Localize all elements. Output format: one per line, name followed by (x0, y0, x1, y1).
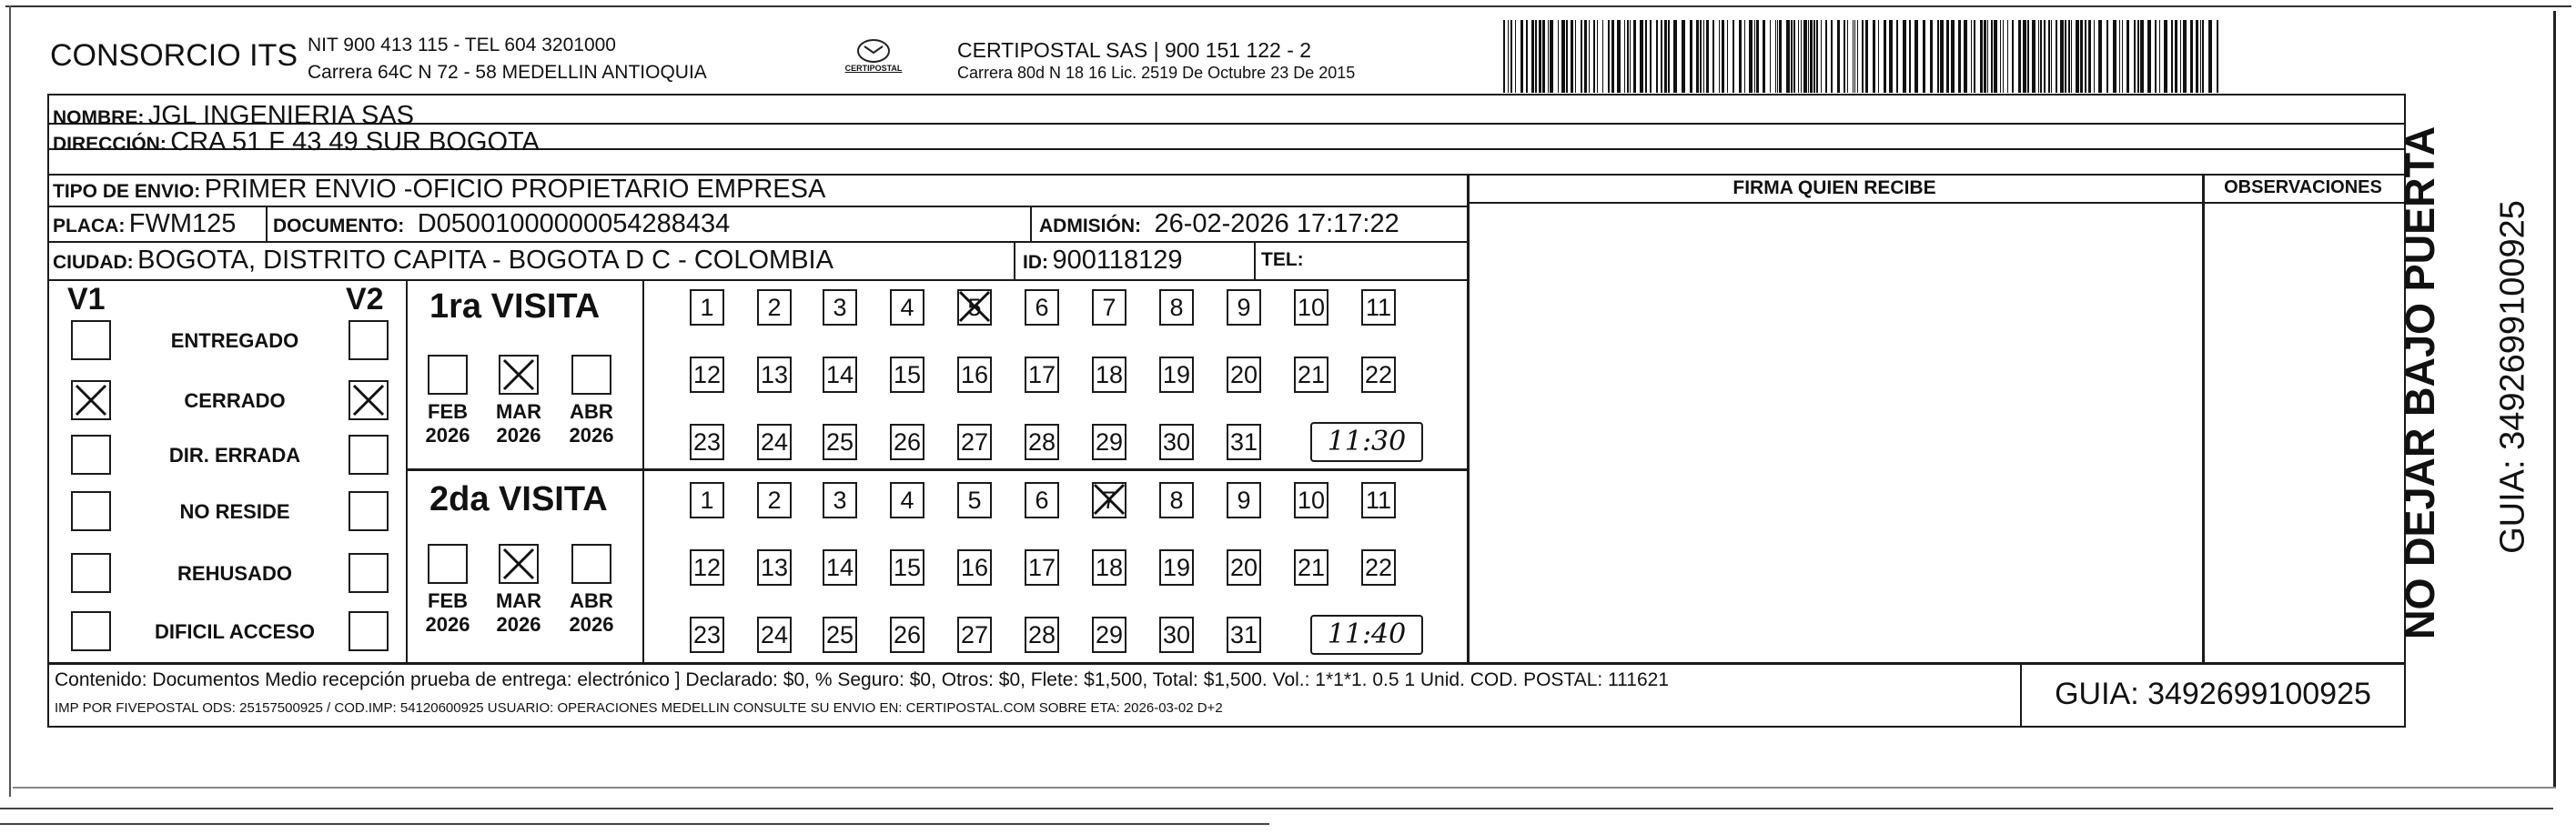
imp-text: IMP POR FIVEPOSTAL ODS: 25157500925 / COD.IMP: 54120600925 USUARIO: OPERACIONES MEDELLIN CONSULTE SU ENVIO EN: CERTIPOSTAL.COM SOBRE ETA: 2026-03-02 D+2 (55, 700, 1223, 716)
status-option-label: DIFICIL ACCESO (154, 620, 315, 643)
day-box[interactable]: 28 (1025, 424, 1059, 460)
barcode-bar (2126, 20, 2129, 93)
day-box[interactable]: 3 (823, 289, 857, 326)
barcode-bar (1520, 20, 1523, 93)
barcode-bar (1696, 20, 1699, 93)
day-box[interactable]: 16 (957, 549, 992, 586)
day-box[interactable]: 9 (1227, 482, 1261, 518)
v1-checkbox[interactable] (71, 320, 111, 360)
second-visit-title: 2da VISITA (429, 480, 608, 518)
barcode-bar (1884, 20, 1886, 93)
barcode-bar (2171, 20, 2173, 93)
day-box[interactable]: 15 (890, 549, 924, 586)
day-box[interactable]: 5 (957, 482, 992, 518)
nombre-label: NOMBRE: (53, 107, 145, 128)
day-box[interactable]: 28 (1025, 617, 1059, 653)
barcode-bar (1531, 20, 1534, 93)
barcode-bar (1980, 20, 1983, 93)
day-box[interactable]: 16 (957, 357, 992, 393)
barcode-bar (1739, 20, 1742, 93)
v2-checkbox[interactable] (349, 611, 389, 651)
barcode-bar (1673, 20, 1677, 93)
barcode-bar (1770, 20, 1771, 93)
logo-text: CERTIPOSTAL (844, 64, 903, 73)
v1-checkbox[interactable] (71, 380, 111, 420)
barcode-bar (1602, 20, 1603, 93)
barcode-bar (1624, 20, 1625, 93)
barcode-bar (1865, 20, 1868, 93)
day-box[interactable]: 25 (823, 424, 857, 460)
barcode-bar (2048, 20, 2050, 93)
barcode-bar (1682, 20, 1685, 93)
barcode-bar (1558, 20, 1559, 93)
month-checkbox[interactable] (499, 355, 539, 395)
day-box[interactable]: 17 (1025, 357, 1059, 393)
barcode-bar (1801, 20, 1802, 93)
v1-label: V1 (67, 282, 106, 317)
barcode-bar (1744, 20, 1745, 93)
barcode-bar (2085, 20, 2086, 93)
barcode-bar (1831, 20, 1833, 93)
barcode-bar (2007, 20, 2008, 93)
day-box[interactable]: 1 (690, 482, 724, 518)
barcode-bar (1754, 20, 1755, 93)
direccion-value: CRA 51 F 43 49 SUR BOGOTA (170, 127, 540, 156)
barcode-bar (2023, 20, 2026, 93)
barcode-bar (1526, 20, 1528, 93)
barcode-bar (2044, 20, 2046, 93)
barcode-bar (1535, 20, 1537, 93)
day-box[interactable]: 17 (1025, 549, 1059, 586)
day-box[interactable]: 27 (957, 424, 992, 460)
contenido-text: Contenido: Documentos Medio recepción prueba de entrega: electrónico ] Declarado: $0, % Seguro: $0, Otros: $0, Flete: $1,500, Total: $1,500. Vol.: 1*1*1. 0.5 1 Unid. COD. POSTAL: 111621 (55, 669, 1670, 690)
barcode-bar (2190, 20, 2193, 93)
month-label: MAR 2026 (495, 400, 542, 447)
barcode-bar (1964, 20, 1967, 93)
barcode-bar (1608, 20, 1610, 93)
barcode-bar (2060, 20, 2064, 93)
barcode-bar (2175, 20, 2177, 93)
barcode-bar (2140, 20, 2144, 93)
barcode-bar (1896, 20, 1898, 93)
day-box[interactable]: 27 (957, 617, 992, 653)
month-label: MAR 2026 (495, 589, 542, 636)
day-box[interactable]: 20 (1227, 549, 1261, 586)
v1-checkbox[interactable] (71, 435, 111, 475)
day-box[interactable]: 26 (890, 617, 924, 653)
day-box[interactable]: 6 (1025, 482, 1059, 518)
barcode-bar (1946, 20, 1949, 93)
barcode-bar (1700, 20, 1702, 93)
day-box[interactable]: 12 (690, 357, 724, 393)
barcode-bar (2106, 20, 2108, 93)
v2-checkbox[interactable] (349, 320, 389, 360)
barcode-bar (1550, 20, 1553, 93)
barcode-bar (1813, 20, 1815, 93)
barcode-bar (1542, 20, 1545, 93)
day-box[interactable]: 7 (1092, 289, 1126, 326)
firma-header: FIRMA QUIEN RECIBE (1732, 177, 1936, 198)
barcode-bar (1581, 20, 1582, 93)
barcode-bar (1539, 20, 1541, 93)
day-box[interactable]: 18 (1092, 357, 1126, 393)
side-guia: GUIA: 3492699100925 (2493, 200, 2532, 554)
month-checkbox[interactable] (499, 544, 539, 584)
barcode-bar (1798, 20, 1799, 93)
barcode-bar (1661, 20, 1662, 93)
day-box[interactable]: 9 (1227, 289, 1261, 326)
barcode-bar (1597, 20, 1598, 93)
day-box[interactable]: 23 (690, 424, 724, 460)
barcode-bar (2147, 20, 2151, 93)
barcode-bar (1974, 20, 1975, 93)
barcode-bar (1732, 20, 1734, 93)
barcode-bar (2094, 20, 2095, 93)
barcode-bar (1633, 20, 1636, 93)
ciudad-label: CIUDAD: (53, 252, 134, 273)
barcode-bar (1853, 20, 1854, 93)
certipostal-logo (833, 38, 914, 89)
day-box[interactable]: 22 (1361, 357, 1396, 393)
day-box[interactable]: 21 (1294, 549, 1328, 586)
barcode-bar (1994, 20, 1997, 93)
day-box[interactable]: 19 (1159, 549, 1194, 586)
barcode-bar (1889, 20, 1893, 93)
month-label: FEB 2026 (425, 400, 470, 447)
v1-checkbox[interactable] (71, 553, 111, 593)
day-box[interactable]: 31 (1227, 617, 1261, 653)
day-box[interactable]: 29 (1092, 424, 1126, 460)
month-label: ABR 2026 (569, 400, 614, 447)
day-box[interactable]: 5 (957, 289, 992, 326)
visit-time-box[interactable]: 11:30 (1310, 422, 1423, 462)
day-box[interactable]: 19 (1159, 357, 1194, 393)
barcode-bar (1873, 20, 1875, 93)
barcode-bar (1854, 20, 1855, 93)
day-box[interactable]: 6 (1025, 289, 1059, 326)
day-box[interactable]: 8 (1159, 289, 1194, 326)
barcode-bar (1566, 20, 1568, 93)
barcode-bar (1903, 20, 1906, 93)
first-visit-title: 1ra VISITA (429, 287, 601, 326)
barcode-bar (1650, 20, 1652, 93)
barcode-bar (1940, 20, 1944, 93)
day-box[interactable]: 31 (1227, 424, 1261, 460)
status-option-label: ENTREGADO (170, 329, 299, 352)
barcode-bar (1779, 20, 1782, 93)
barcode-bar (1727, 20, 1728, 93)
barcode-bar (2065, 20, 2066, 93)
barcode-bar (1690, 20, 1692, 93)
side-notice: NO DEJAR BAJO PUERTA (2397, 126, 2443, 639)
barcode-bar (2134, 20, 2136, 93)
barcode-bar (2119, 20, 2120, 93)
barcode-bar (2217, 20, 2218, 93)
barcode-bar (1703, 20, 1704, 93)
tipo-envio-value: PRIMER ENVIO -OFICIO PROPIETARIO EMPRESA (204, 175, 826, 204)
barcode-bar (2122, 20, 2123, 93)
day-box[interactable]: 30 (1159, 424, 1194, 460)
carrier-name: CERTIPOSTAL SAS | 900 151 122 - 2 (957, 38, 1312, 62)
day-box[interactable]: 14 (823, 549, 857, 586)
barcode-bar (1584, 20, 1587, 93)
day-box[interactable]: 11 (1361, 482, 1396, 518)
id-value: 900118129 (1052, 246, 1183, 275)
v2-checkbox[interactable] (349, 435, 389, 475)
barcode-bar (1791, 20, 1793, 93)
barcode-bar (1984, 20, 1986, 93)
barcode-bar (1786, 20, 1790, 93)
documento-value: D05001000000054288434 (417, 209, 731, 238)
barcode-bar (2080, 20, 2083, 93)
barcode-bar (2137, 20, 2139, 93)
barcode-bar (2200, 20, 2201, 93)
barcode-bar (2027, 20, 2029, 93)
month-checkbox[interactable] (428, 544, 468, 584)
barcode-bar (1611, 20, 1614, 93)
barcode-bar (2071, 20, 2072, 93)
barcode-bar (1971, 20, 1972, 93)
v2-checkbox[interactable] (349, 380, 389, 420)
day-box[interactable]: 22 (1361, 549, 1396, 586)
barcode-bar (1847, 20, 1848, 93)
barcode-bar (2183, 20, 2187, 93)
day-box[interactable]: 3 (823, 482, 857, 518)
day-box[interactable]: 4 (890, 289, 924, 326)
day-box[interactable]: 12 (690, 549, 724, 586)
barcode-bar (1756, 20, 1759, 93)
barcode-bar (1958, 20, 1961, 93)
v1-checkbox[interactable] (71, 491, 111, 531)
month-checkbox[interactable] (571, 544, 611, 584)
barcode-bar (2208, 20, 2212, 93)
day-box[interactable]: 2 (757, 482, 792, 518)
barcode-bar (2155, 20, 2157, 93)
v2-checkbox[interactable] (349, 553, 389, 593)
observaciones-header: OBSERVACIONES (2224, 177, 2382, 197)
barcode-bar (2056, 20, 2057, 93)
day-box[interactable]: 25 (823, 617, 857, 653)
placa-label: PLACA: (53, 216, 126, 236)
barcode-bar (1914, 20, 1918, 93)
day-box[interactable]: 10 (1294, 482, 1328, 518)
barcode-bar (1930, 20, 1933, 93)
day-box[interactable]: 23 (690, 617, 724, 653)
day-box[interactable]: 11 (1361, 289, 1396, 326)
barcode-bar (2051, 20, 2052, 93)
barcode-bar (2196, 20, 2198, 93)
barcode-bar (2003, 20, 2004, 93)
day-box[interactable]: 13 (757, 357, 792, 393)
barcode-bar (1793, 20, 1795, 93)
barcode-bar (1862, 20, 1864, 93)
day-box[interactable]: 20 (1227, 357, 1261, 393)
tel-label: TEL: (1261, 249, 1304, 270)
barcode-bar (2076, 20, 2079, 93)
month-checkbox[interactable] (428, 355, 468, 395)
barcode-bar (2098, 20, 2102, 93)
envelope-icon (855, 38, 892, 64)
barcode-bar (1719, 20, 1720, 93)
barcode-bar (2040, 20, 2042, 93)
day-box[interactable]: 2 (757, 289, 792, 326)
barcode-bar (1508, 20, 1509, 93)
barcode (1503, 20, 2227, 93)
v1-checkbox[interactable] (71, 611, 111, 651)
barcode-bar (1844, 20, 1845, 93)
barcode-bar (2113, 20, 2116, 93)
footer-guia: GUIA: 3492699100925 (2055, 677, 2371, 711)
direccion-label: DIRECCIÓN: (53, 134, 167, 155)
day-box[interactable]: 4 (890, 482, 924, 518)
day-box[interactable]: 21 (1294, 357, 1328, 393)
ciudad-value: BOGOTA, DISTRITO CAPITA - BOGOTA D C - COLOMBIA (137, 246, 833, 275)
barcode-bar (1991, 20, 1993, 93)
barcode-bar (1837, 20, 1840, 93)
day-box[interactable]: 24 (757, 424, 792, 460)
barcode-bar (1627, 20, 1629, 93)
barcode-bar (2038, 20, 2039, 93)
day-box[interactable]: 24 (757, 617, 792, 653)
barcode-bar (1645, 20, 1647, 93)
barcode-bar (1808, 20, 1809, 93)
documento-label: DOCUMENTO: (273, 216, 405, 236)
nombre-value: JGL INGENIERIA SAS (147, 101, 415, 130)
barcode-bar (2164, 20, 2167, 93)
day-box[interactable]: 15 (890, 357, 924, 393)
barcode-bar (2000, 20, 2001, 93)
day-box[interactable]: 7 (1092, 482, 1126, 518)
id-label: ID: (1023, 252, 1048, 273)
day-box[interactable]: 18 (1092, 549, 1126, 586)
barcode-bar (2088, 20, 2091, 93)
day-box[interactable]: 30 (1159, 617, 1194, 653)
day-box[interactable]: 29 (1092, 617, 1126, 653)
status-option-label: CERRADO (184, 389, 286, 412)
barcode-bar (1749, 20, 1753, 93)
barcode-bar (1777, 20, 1778, 93)
barcode-bar (1571, 20, 1573, 93)
day-box[interactable]: 10 (1294, 289, 1328, 326)
barcode-bar (1816, 20, 1818, 93)
barcode-bar (1503, 20, 1505, 93)
barcode-bar (1810, 20, 1813, 93)
barcode-bar (1987, 20, 1988, 93)
admision-label: ADMISIÓN: (1039, 216, 1141, 236)
barcode-bar (1548, 20, 1549, 93)
barcode-bar (1664, 20, 1667, 93)
company-address: Carrera 64C N 72 - 58 MEDELLIN ANTIOQUIA (308, 62, 707, 83)
barcode-bar (1575, 20, 1576, 93)
admision-value: 26-02-2026 17:17:22 (1154, 209, 1399, 238)
barcode-bar (1617, 20, 1621, 93)
barcode-bar (2032, 20, 2036, 93)
barcode-bar (1909, 20, 1911, 93)
side-panel (2397, 94, 2532, 728)
barcode-bar (1923, 20, 1925, 93)
barcode-bar (1712, 20, 1714, 93)
month-checkbox[interactable] (571, 355, 611, 395)
status-option-label: REHUSADO (177, 562, 292, 585)
barcode-bar (1722, 20, 1724, 93)
company-nit: NIT 900 413 115 - TEL 604 3201000 (308, 35, 616, 55)
barcode-bar (1630, 20, 1631, 93)
status-option-label: NO RESIDE (179, 500, 290, 523)
barcode-bar (1878, 20, 1879, 93)
day-box[interactable]: 13 (757, 549, 792, 586)
barcode-bar (1857, 20, 1858, 93)
month-label: ABR 2026 (569, 589, 614, 636)
barcode-bar (2202, 20, 2204, 93)
barcode-bar (1803, 20, 1807, 93)
barcode-bar (1510, 20, 1512, 93)
visit-time-box[interactable]: 11:40 (1310, 615, 1423, 655)
barcode-bar (1775, 20, 1776, 93)
v2-label: V2 (346, 282, 384, 317)
placa-value: FWM125 (128, 209, 237, 238)
day-box[interactable]: 14 (823, 357, 857, 393)
barcode-bar (1561, 20, 1565, 93)
day-box[interactable]: 26 (890, 424, 924, 460)
v2-checkbox[interactable] (349, 491, 389, 531)
day-box[interactable]: 1 (690, 289, 724, 326)
barcode-bar (1937, 20, 1939, 93)
barcode-bar (1593, 20, 1595, 93)
barcode-bar (1656, 20, 1658, 93)
barcode-bar (1640, 20, 1643, 93)
barcode-bar (1763, 20, 1765, 93)
tipo-envio-label: TIPO DE ENVIO: (53, 181, 201, 202)
carrier-address: Carrera 80d N 18 16 Lic. 2519 De Octubre 23 De 2015 (957, 64, 1356, 82)
month-label: FEB 2026 (425, 589, 470, 636)
barcode-bar (1951, 20, 1955, 93)
barcode-bar (1589, 20, 1590, 93)
barcode-bar (1821, 20, 1822, 93)
barcode-bar (2159, 20, 2160, 93)
barcode-bar (1706, 20, 1709, 93)
barcode-bar (2018, 20, 2021, 93)
barcode-bar (2180, 20, 2181, 93)
status-option-label: DIR. ERRADA (168, 444, 301, 467)
barcode-bar (1825, 20, 1827, 93)
barcode-bar (2068, 20, 2070, 93)
barcode-bar (1515, 20, 1516, 93)
barcode-bar (2012, 20, 2014, 93)
barcode-bar (1668, 20, 1670, 93)
company-name: CONSORCIO ITS (50, 38, 298, 73)
day-box[interactable]: 8 (1159, 482, 1194, 518)
